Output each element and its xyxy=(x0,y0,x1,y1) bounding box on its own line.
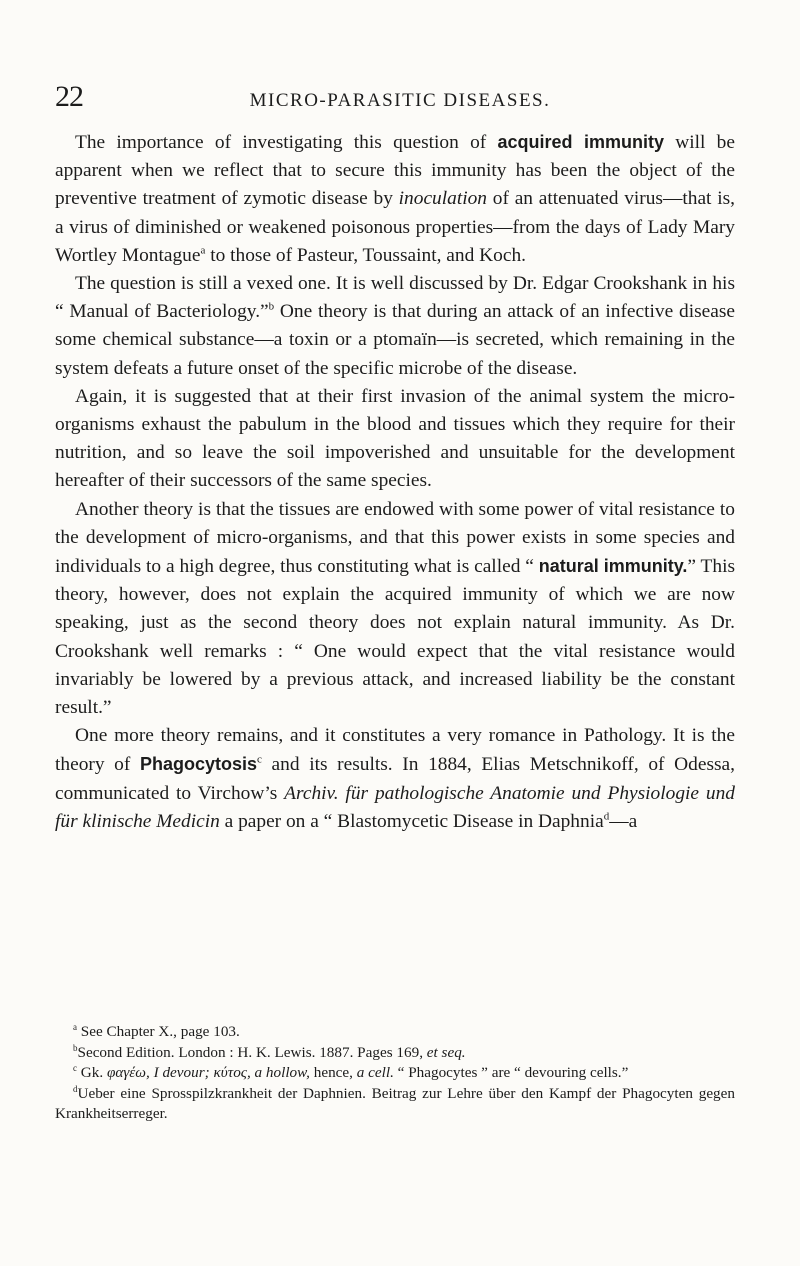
footnote-d: $^d$Ueber eine Sprosspilzkrankheit der Daphnien. Beitrag zur Lehre über den Kampf der Phagocyten gegen Krankheitserreger. xyxy=(55,1083,735,1122)
footnote-b: $^b$Second Edition. London : H. K. Lewis. 1887. Pages 169, et seq. xyxy=(73,1042,466,1061)
paragraph-4: Another theory is that the tissues are endowed with some power of vital resistance to the development of micro-organisms, and that this power exists in some species and individuals to a high degree, thus constituting what is called “ natural immunity.” This theory, however, does not explain the acquired immunity of which we are now speaking, just as the second theory does not explain natural immunity. As Dr. Crookshank well remarks : “ One would expect that the vital resistance would invariably be lowered by a previous attack, and increased liability be the constant result.” xyxy=(55,498,736,719)
footnote-c: $^c$ Gk. φαγέω, I devour; κύτος, a hollow, hence, a cell. “ Phagocytes ” are “ devouring cells.” xyxy=(73,1062,629,1081)
paragraph-2: The question is still a vexed one. It is well discussed by Dr. Edgar Crookshank in his “ Manual of Bacteriology.”$^b$ One theory is that during an attack of an infective disease some chemical substance—a toxin or a ptomaïn—is secreted, which remaining in the system defeats a future onset of the specific microbe of the disease. xyxy=(55,273,735,379)
footnote-ref-a: a xyxy=(200,244,206,257)
running-title: MICRO-PARASITIC DISEASES. xyxy=(249,90,551,111)
page-number: 22 xyxy=(55,80,83,113)
footnotes xyxy=(55,1022,735,1125)
paragraph-1: The importance of investigating this question of acquired immunity will be apparent when we reflect that to secure this immunity has been the object of the preventive treatment of zymotic disease by inoculation of an attenuated virus—that is, a virus of diminished or weakened poisonous properties—from the days of Lady Mary Wortley Montague$^a$ to those of Pasteur, Toussaint, and Koch. xyxy=(55,132,735,266)
paragraph-5: One more theory remains, and it constitutes a very romance in Pathology. It is the theory of Phagocytosis$^c$ and its results. In 1884, Elias Metschnikoff, of Odessa, communicated to Virchow’s Archiv. für pathologische Anatomie und Physiologie und für klinische Medicin a paper on a “ Blastomycetic Disease in Daphnia$^d$—a xyxy=(55,725,736,832)
term-natural-immunity: natural immunity. xyxy=(538,556,688,577)
body-text xyxy=(55,128,735,836)
footnote-ref-c: c xyxy=(257,754,262,766)
term-acquired-immunity: acquired immunity xyxy=(497,132,664,152)
footnote-ref-b: b xyxy=(268,300,275,313)
paragraph-3: Again, it is suggested that at their first invasion of the animal system the micro-organisms exhaust the pabulum in the blood and tissues which they require for their nutrition, and so leave the soil impoverished and unsuitable for the development hereafter of their successors of the same species. xyxy=(55,385,735,492)
page-header xyxy=(55,82,745,112)
term-phagocytosis: Phagocytosis xyxy=(139,754,258,775)
footnote-ref-d: d xyxy=(603,810,610,823)
footnote-a: $^a$ See Chapter X., page 103. xyxy=(73,1021,240,1040)
